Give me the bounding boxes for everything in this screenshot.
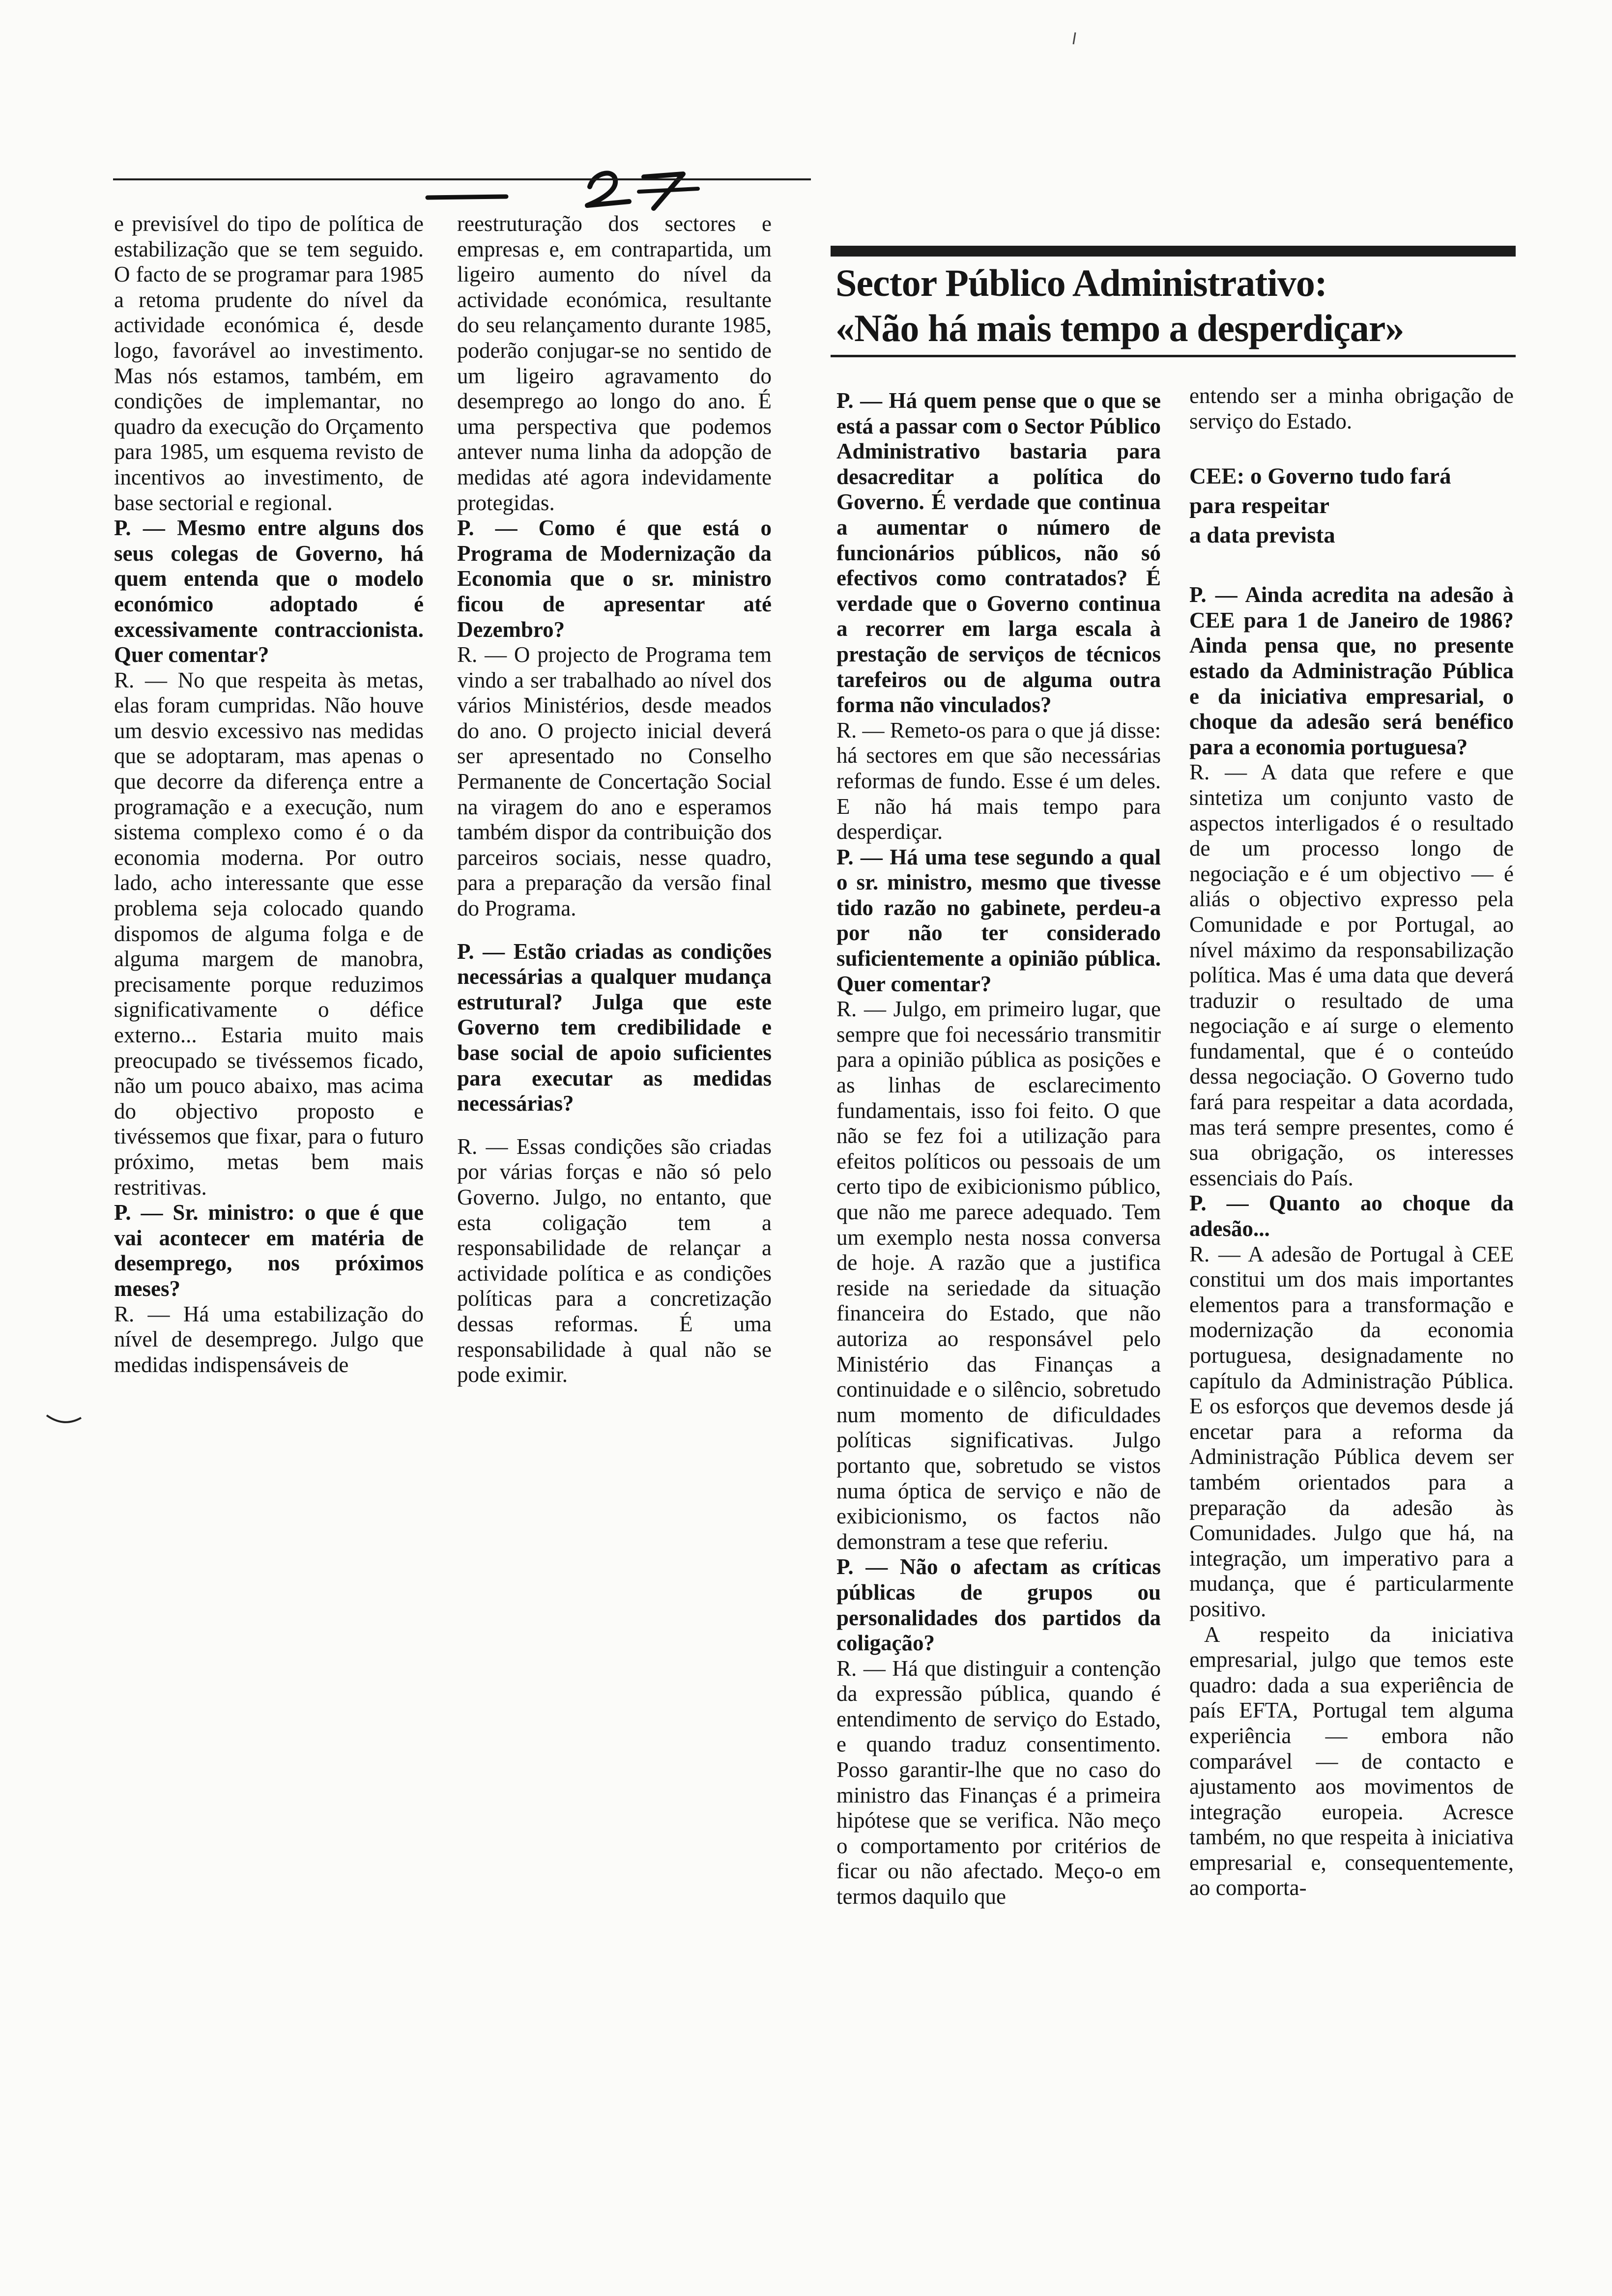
subhead-line-3: a data prevista — [1189, 522, 1335, 548]
answer-paragraph: R. — Há uma estabilização do nível de desemprego. Julgo que medidas indispensáveis de — [114, 1301, 424, 1377]
answer-paragraph: R. — A adesão de Portugal à CEE constitui um dos mais importantes elementos para a transformação e modernização da economia portuguesa, designadamente no capítulo da Administração Pública. E os esforços que devemos desde já encetar para a reforma da Administração Pública devem ser também orientados para a preparação da adesão às Comunidades. Julgo que há, na integração, um imperativo para a mudança, que é particularmente positivo. — [1189, 1241, 1514, 1621]
subhead-line-2: para respeitar — [1189, 493, 1329, 519]
headline-rule-thick — [831, 246, 1516, 257]
answer-paragraph: R. — O projecto de Programa tem vindo a ser trabalhado ao nível dos vários Ministérios, desde meados do ano. O projecto inicial deverá ser apresentado no Conselho Permanente de Concertação Social na viragem do ano e esperamos também dispor da contribuição dos parceiros sociais, nesse quadro, para a preparação da versão final do Programa. — [457, 642, 772, 921]
article-headline — [835, 260, 1514, 351]
article-column-4 — [1189, 383, 1514, 1901]
question-paragraph: P. — Mesmo entre alguns dos seus colegas de Governo, há quem entenda que o modelo económico adoptado é excessivamente contraccionista. Quer comentar? — [114, 516, 424, 667]
answer-paragraph: reestruturação dos sectores e empresas e, em contrapartida, um ligeiro aumento do nível da actividade económica, resultante do seu relançamento durante 1985, poderão conjugar-se no sentido de um ligeiro agravamento do desemprego ao longo do ano. É uma perspectiva que podemos antever numa linha da adopção de medidas até agora indevidamente protegidas. — [457, 211, 772, 515]
question-paragraph: P. — Como é que está o Programa de Modernização da Economia que o sr. ministro ficou de apresentar até Dezembro? — [457, 516, 772, 642]
question-paragraph: P. — Sr. ministro: o que é que vai acontecer em matéria de desemprego, nos próximos meses? — [114, 1200, 424, 1301]
question-paragraph: P. — Há uma tese segundo a qual o sr. ministro, mesmo que tivesse tido razão no gabinete, perdeu-a por não ter considerado suficientemente a opinião pública. Quer comentar? — [836, 844, 1161, 996]
headline-rule-thin — [831, 355, 1516, 357]
section-subhead — [1189, 461, 1514, 550]
answer-paragraph: R. — Essas condições são criadas por várias forças e não só pelo Governo. Julgo, no entanto, que esta coligação tem a responsabilidade de relançar a actividade política e as condições políticas para a concretização dessas reformas. É uma responsabilidade à qual não se pode eximir. — [457, 1134, 772, 1387]
answer-paragraph: e previsível do tipo de política de estabilização que se tem seguido. O facto de se programar para 1985 a retoma prudente do nível da actividade económica é, desde logo, favorável ao investimento. Mas nós estamos, também, em condições de implemantar, no quadro da execução do Orçamento para 1985, um esquema revisto de incentivos ao investimento, de base sectorial e regional. — [114, 211, 424, 515]
article-column-3 — [836, 388, 1161, 1910]
scan-mark — [1069, 29, 1079, 49]
scan-mark — [44, 1410, 84, 1430]
answer-paragraph: R. — Há que distinguir a contenção da expressão pública, quando é entendimento de serviço do Estado, e quando traduz consentimento. Posso garantir-lhe que no caso do ministro das Finanças é a primeira hipótese que se verifica. Não meço o comportamento por critérios de ficar ou não afectado. Meço-o em termos daquilo que — [836, 1656, 1161, 1909]
question-paragraph: P. — Não o afectam as críticas públicas de grupos ou personalidades dos partidos da coligação? — [836, 1554, 1161, 1656]
article-column-1 — [114, 211, 424, 1378]
question-paragraph: P. — Há quem pense que o que se está a passar com o Sector Público Administrativo bastaria para desacreditar a política do Governo. É verdade que continua a aumentar o número de funcionários públicos, não só efectivos como contratados? É verdade que o Governo continua a recorrer em larga escala à prestação de serviços de técnicos tarefeiros ou de alguma outra forma não vinculados? — [836, 388, 1161, 718]
headline-line-2: «Não há mais tempo a desperdiçar» — [835, 307, 1404, 349]
answer-paragraph: R. — A data que refere e que sintetiza um conjunto vasto de aspectos interligados é o resultado de um processo longo de negociação e é um objectivo — é aliás o objectivo expresso pela Comunidade e por Portugal, ao nível máximo da responsabilização política. Mas é uma data que deverá traduzir o resultado de uma negociação e aí surge o elemento fundamental, que é o conteúdo dessa negociação. O Governo tudo fará para respeitar a data acordada, mas terá sempre presentes, como é sua obrigação, os interesses essenciais do País. — [1189, 760, 1514, 1190]
question-paragraph: P. — Quanto ao choque da adesão... — [1189, 1191, 1514, 1241]
answer-paragraph: R. — Julgo, em primeiro lugar, que sempre que foi necessário transmitir para a opinião pública as posições e as linhas de esclarecimento fundamentais, isso foi feito. O que não se fez foi a utilização para efeitos políticos ou pessoais de um certo tipo de exibicionismo público, que não me parece adequado. Tem um exemplo nesta nossa conversa de hoje. A razão que a justifica reside na seriedade da situação financeira do Estado, que não autoriza ao responsável pelo Ministério das Finanças a continuidade e o silêncio, sobretudo num momento de dificuldades políticas significativas. Julgo portanto que, sobretudo se vistos numa óptica de serviço e não de exibicionismo, os factos não demonstram a tese que referiu. — [836, 997, 1161, 1554]
headline-line-1: Sector Público Administrativo: — [835, 261, 1327, 304]
answer-paragraph: entendo ser a minha obrigação de serviço do Estado. — [1189, 383, 1514, 433]
question-paragraph: P. — Estão criadas as condições necessárias a qualquer mudança estrutural? Julga que este Governo tem credibilidade e base social de apoio suficientes para executar as medidas necessárias? — [457, 939, 772, 1116]
handwritten-page-number — [423, 157, 767, 211]
question-paragraph: P. — Ainda acredita na adesão à CEE para 1 de Janeiro de 1986? Ainda pensa que, no presente estado da Administração Pública e da iniciativa empresarial, o choque da adesão será benéfico para a economia portuguesa? — [1189, 582, 1514, 759]
article-column-2 — [457, 211, 772, 1388]
subhead-line-1: CEE: o Governo tudo fará — [1189, 463, 1451, 489]
answer-paragraph: A respeito da iniciativa empresarial, julgo que temos este quadro: dada a sua experiência de país EFTA, Portugal tem alguma experiência — embora não comparável — de contacto e ajustamento aos movimentos de integração europeia. Acresce também, no que respeita à iniciativa empresarial e, consequentemente, ao comporta- — [1189, 1622, 1514, 1900]
answer-paragraph: R. — No que respeita às metas, elas foram cumpridas. Não houve um desvio excessivo nas medidas que se adoptaram, mas apenas o que decorre da diferença entre a programação e a execução, num sistema complexo como é o da economia moderna. Por outro lado, acho interessante que esse problema seja colocado quando dispomos de alguma folga e de alguma margem de manobra, precisamente porque reduzimos significativamente o défice externo... Estaria muito mais preocupado se tivéssemos ficado, não um pouco abaixo, mas acima do objectivo proposto e tivéssemos que fixar, para o futuro próximo, metas bem mais restritivas. — [114, 667, 424, 1200]
answer-paragraph: R. — Remeto-os para o que já disse: há sectores em que são necessárias reformas de fundo. Esse é um deles. E não há mais tempo para desperdiçar. — [836, 718, 1161, 844]
top-rule — [113, 178, 811, 180]
